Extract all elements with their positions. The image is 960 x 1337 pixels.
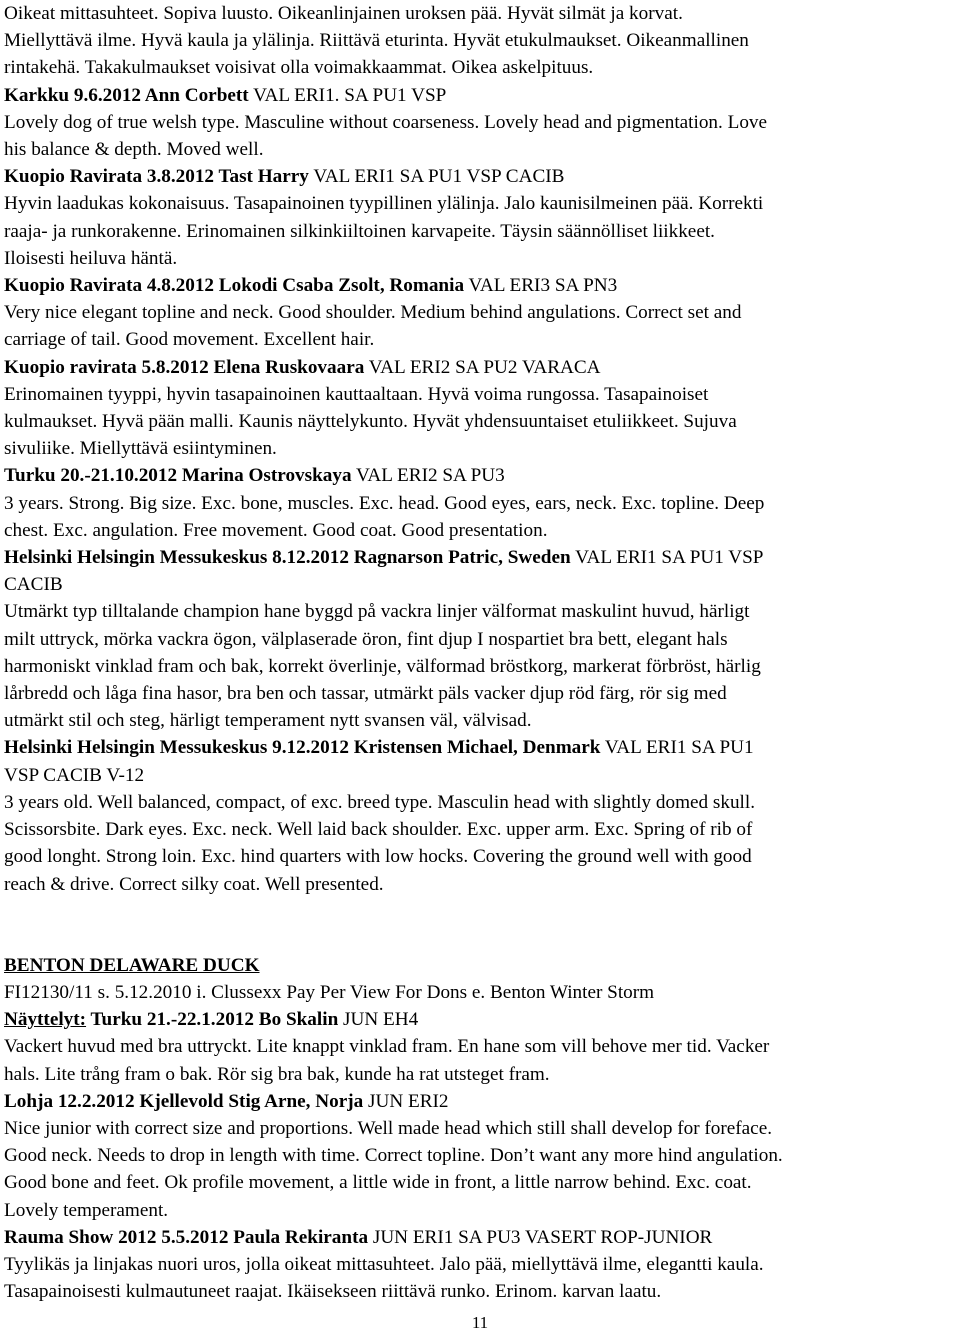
show-judge: Turku 21.-22.1.2012 Bo Skalin — [86, 1009, 339, 1031]
show-judge: Karkku 9.6.2012 Ann Corbett — [4, 84, 249, 106]
entry-heading — [4, 163, 952, 190]
text-line: Lovely temperament. — [4, 1199, 169, 1221]
entry-heading — [4, 462, 952, 489]
award-text: VAL ERI1 SA PU1 — [600, 737, 754, 759]
text-line: hals. Lite trång fram o bak. Rör sig bra bak, kunde ha rat utsteget fram. — [4, 1063, 550, 1085]
text-line: 3 years old. Well balanced, compact, of exc. breed type. Masculin head with slightly domed skull. — [4, 791, 756, 813]
critique-entry — [4, 82, 952, 164]
award-text-continued: CACIB — [4, 574, 63, 596]
text-line: Hyvin laadukas kokonaisuus. Tasapainoinen tyypillinen ylälinja. Jalo kaunisilmeinen pää. Korrekti — [4, 193, 764, 215]
text-line: good longht. Strong loin. Exc. hind quarters with low hocks. Covering the ground well with good — [4, 846, 752, 868]
text-line: Iloisesti heiluva häntä. — [4, 247, 178, 269]
award-text: JUN ERI1 SA PU3 VASERT ROP-JUNIOR — [368, 1226, 713, 1248]
critique-entry — [4, 1088, 952, 1224]
show-judge: Lohja 12.2.2012 Kjellevold Stig Arne, Norja — [4, 1090, 364, 1112]
text-line: sivuliike. Miellyttävä esiintyminen. — [4, 438, 277, 460]
text-line: kulmaukset. Hyvä pään malli. Kaunis näyttelykunto. Hyvät yhdensuuntaiset etuliikkeet. Sujuva — [4, 411, 737, 433]
show-judge: Kuopio Ravirata 4.8.2012 Lokodi Csaba Zsolt, Romania — [4, 275, 465, 297]
show-judge: Kuopio ravirata 5.8.2012 Elena Ruskovaara — [4, 356, 365, 378]
award-text: VAL ERI3 SA PN3 — [464, 275, 618, 297]
text-line: Utmärkt typ tilltalande champion hane byggd på vackra linjer välformat maskulint huvud, härligt — [4, 601, 750, 623]
text-line: Oikeat mittasuhteet. Sopiva luusto. Oikeanlinjainen uroksen pää. Hyvät silmät ja korvat. — [4, 3, 683, 24]
text-line: Tasapainoisesti kulmautuneet raajat. Ikäisekseen riittävä runko. Erinom. karvan laatu. — [4, 1281, 662, 1303]
entry-heading — [4, 1006, 952, 1033]
dog-pedigree: FI12130/11 s. 5.12.2010 i. Clussexx Pay Per View For Dons e. Benton Winter Storm — [4, 981, 655, 1003]
shows-label: Näyttelyt: — [4, 1009, 87, 1031]
award-text: JUN EH4 — [338, 1009, 419, 1031]
critique-entry — [4, 734, 952, 897]
text-line: Miellyttävä ilme. Hyvä kaula ja ylälinja. Riittävä eturinta. Hyvät etukulmaukset. Oikeanmallinen — [4, 30, 749, 52]
text-line: Tyylikäs ja linjakas nuori uros, jolla oikeat mittasuhteet. Jalo pää, miellyttävä ilme, elegantti kaula. — [4, 1253, 764, 1275]
text-line: Very nice elegant topline and neck. Good shoulder. Medium behind angulations. Correct set and — [4, 302, 742, 324]
intro-paragraph — [4, 0, 952, 82]
text-line: 3 years. Strong. Big size. Exc. bone, muscles. Exc. head. Good eyes, ears, neck. Exc. topline. Deep — [4, 492, 765, 514]
text-line: raaja- ja runkorakenne. Erinomainen silkinkiiltoinen karvapeite. Täysin säännölliset liikkeet. — [4, 220, 715, 242]
text-line: rintakehä. Takakulmaukset voisivat olla voimakkaammat. Oikea askelpituus. — [4, 57, 594, 79]
text-line: lårbredd och låga fina hasor, bra ben och tassar, utmärkt päls vacker djup röd färg, rör sig med — [4, 683, 727, 705]
entry-heading — [4, 1088, 952, 1115]
text-line: Nice junior with correct size and proportions. Well made head which still shall develop for foreface. — [4, 1117, 773, 1139]
page-number: 11 — [471, 1313, 489, 1332]
entry-heading — [4, 272, 952, 299]
award-text: VAL ERI1 SA PU1 VSP — [570, 547, 764, 569]
section-gap — [4, 898, 952, 952]
entry-heading — [4, 1224, 952, 1251]
award-text: VAL ERI2 SA PU2 VARACA — [364, 356, 601, 378]
text-line: chest. Exc. angulation. Free movement. Good coat. Good presentation. — [4, 519, 548, 541]
award-text: VAL ERI1 SA PU1 VSP CACIB — [308, 166, 565, 188]
award-text: JUN ERI2 — [363, 1090, 449, 1112]
text-line: Scissorsbite. Dark eyes. Exc. neck. Well laid back shoulder. Exc. upper arm. Exc. Spring of rib of — [4, 819, 753, 841]
critique-entry — [4, 462, 952, 544]
critique-entry — [4, 354, 952, 463]
critique-entry — [4, 163, 952, 272]
show-judge: Turku 20.-21.10.2012 Marina Ostrovskaya — [4, 465, 352, 487]
text-line: Good neck. Needs to drop in length with time. Correct topline. Don’t want any more hind angulation. — [4, 1145, 783, 1167]
critique-entry — [4, 1224, 952, 1306]
text-line: reach & drive. Correct silky coat. Well presented. — [4, 873, 384, 895]
critique-entry — [4, 272, 952, 354]
text-line: his balance & depth. Moved well. — [4, 139, 264, 161]
text-line: Lovely dog of true welsh type. Masculine without coarseness. Lovely head and pigmentation. Love — [4, 111, 768, 133]
entry-heading — [4, 544, 952, 571]
entry-heading — [4, 354, 952, 381]
award-text: VAL ERI1. SA PU1 VSP — [248, 84, 447, 106]
document-page — [4, 0, 952, 1305]
text-line: Erinomainen tyyppi, hyvin tasapainoinen kauttaaltaan. Hyvä voima rungossa. Tasapainoiset — [4, 383, 709, 405]
entry-heading — [4, 82, 952, 109]
text-line: utmärkt stil och steg, härligt temperament nytt svansen väl, välvisad. — [4, 710, 532, 732]
show-judge: Rauma Show 2012 5.5.2012 Paula Rekiranta — [4, 1226, 369, 1248]
dog-name — [4, 952, 952, 979]
dog-section — [4, 952, 952, 1088]
text-line: Vackert huvud med bra uttryckt. Lite knappt vinklad fram. En hane som vill behove mer tid. Vacker — [4, 1036, 770, 1058]
text-line: carriage of tail. Good movement. Excellent hair. — [4, 329, 375, 351]
text-line: harmoniskt vinklad fram och bak, korrekt överlinje, välformad bröstkorg, markerat förbröst, härlig — [4, 655, 761, 677]
award-text-continued: VSP CACIB V-12 — [4, 764, 145, 786]
entry-heading — [4, 734, 952, 761]
critique-entry — [4, 544, 952, 734]
show-judge: Kuopio Ravirata 3.8.2012 Tast Harry — [4, 166, 309, 188]
show-judge: Helsinki Helsingin Messukeskus 8.12.2012 Ragnarson Patric, Sweden — [4, 547, 571, 569]
award-text: VAL ERI2 SA PU3 — [351, 465, 505, 487]
text-line: Good bone and feet. Ok profile movement, a little wide in front, a little narrow behind. Exc. coat. — [4, 1172, 752, 1194]
show-judge: Helsinki Helsingin Messukeskus 9.12.2012 Kristensen Michael, Denmark — [4, 737, 601, 759]
text-line: milt uttryck, mörka vackra ögon, välplaserade öron, fint djup I nospartiet bra bett, elegant hals — [4, 628, 728, 650]
dog-name-text: BENTON DELAWARE DUCK — [4, 954, 260, 976]
